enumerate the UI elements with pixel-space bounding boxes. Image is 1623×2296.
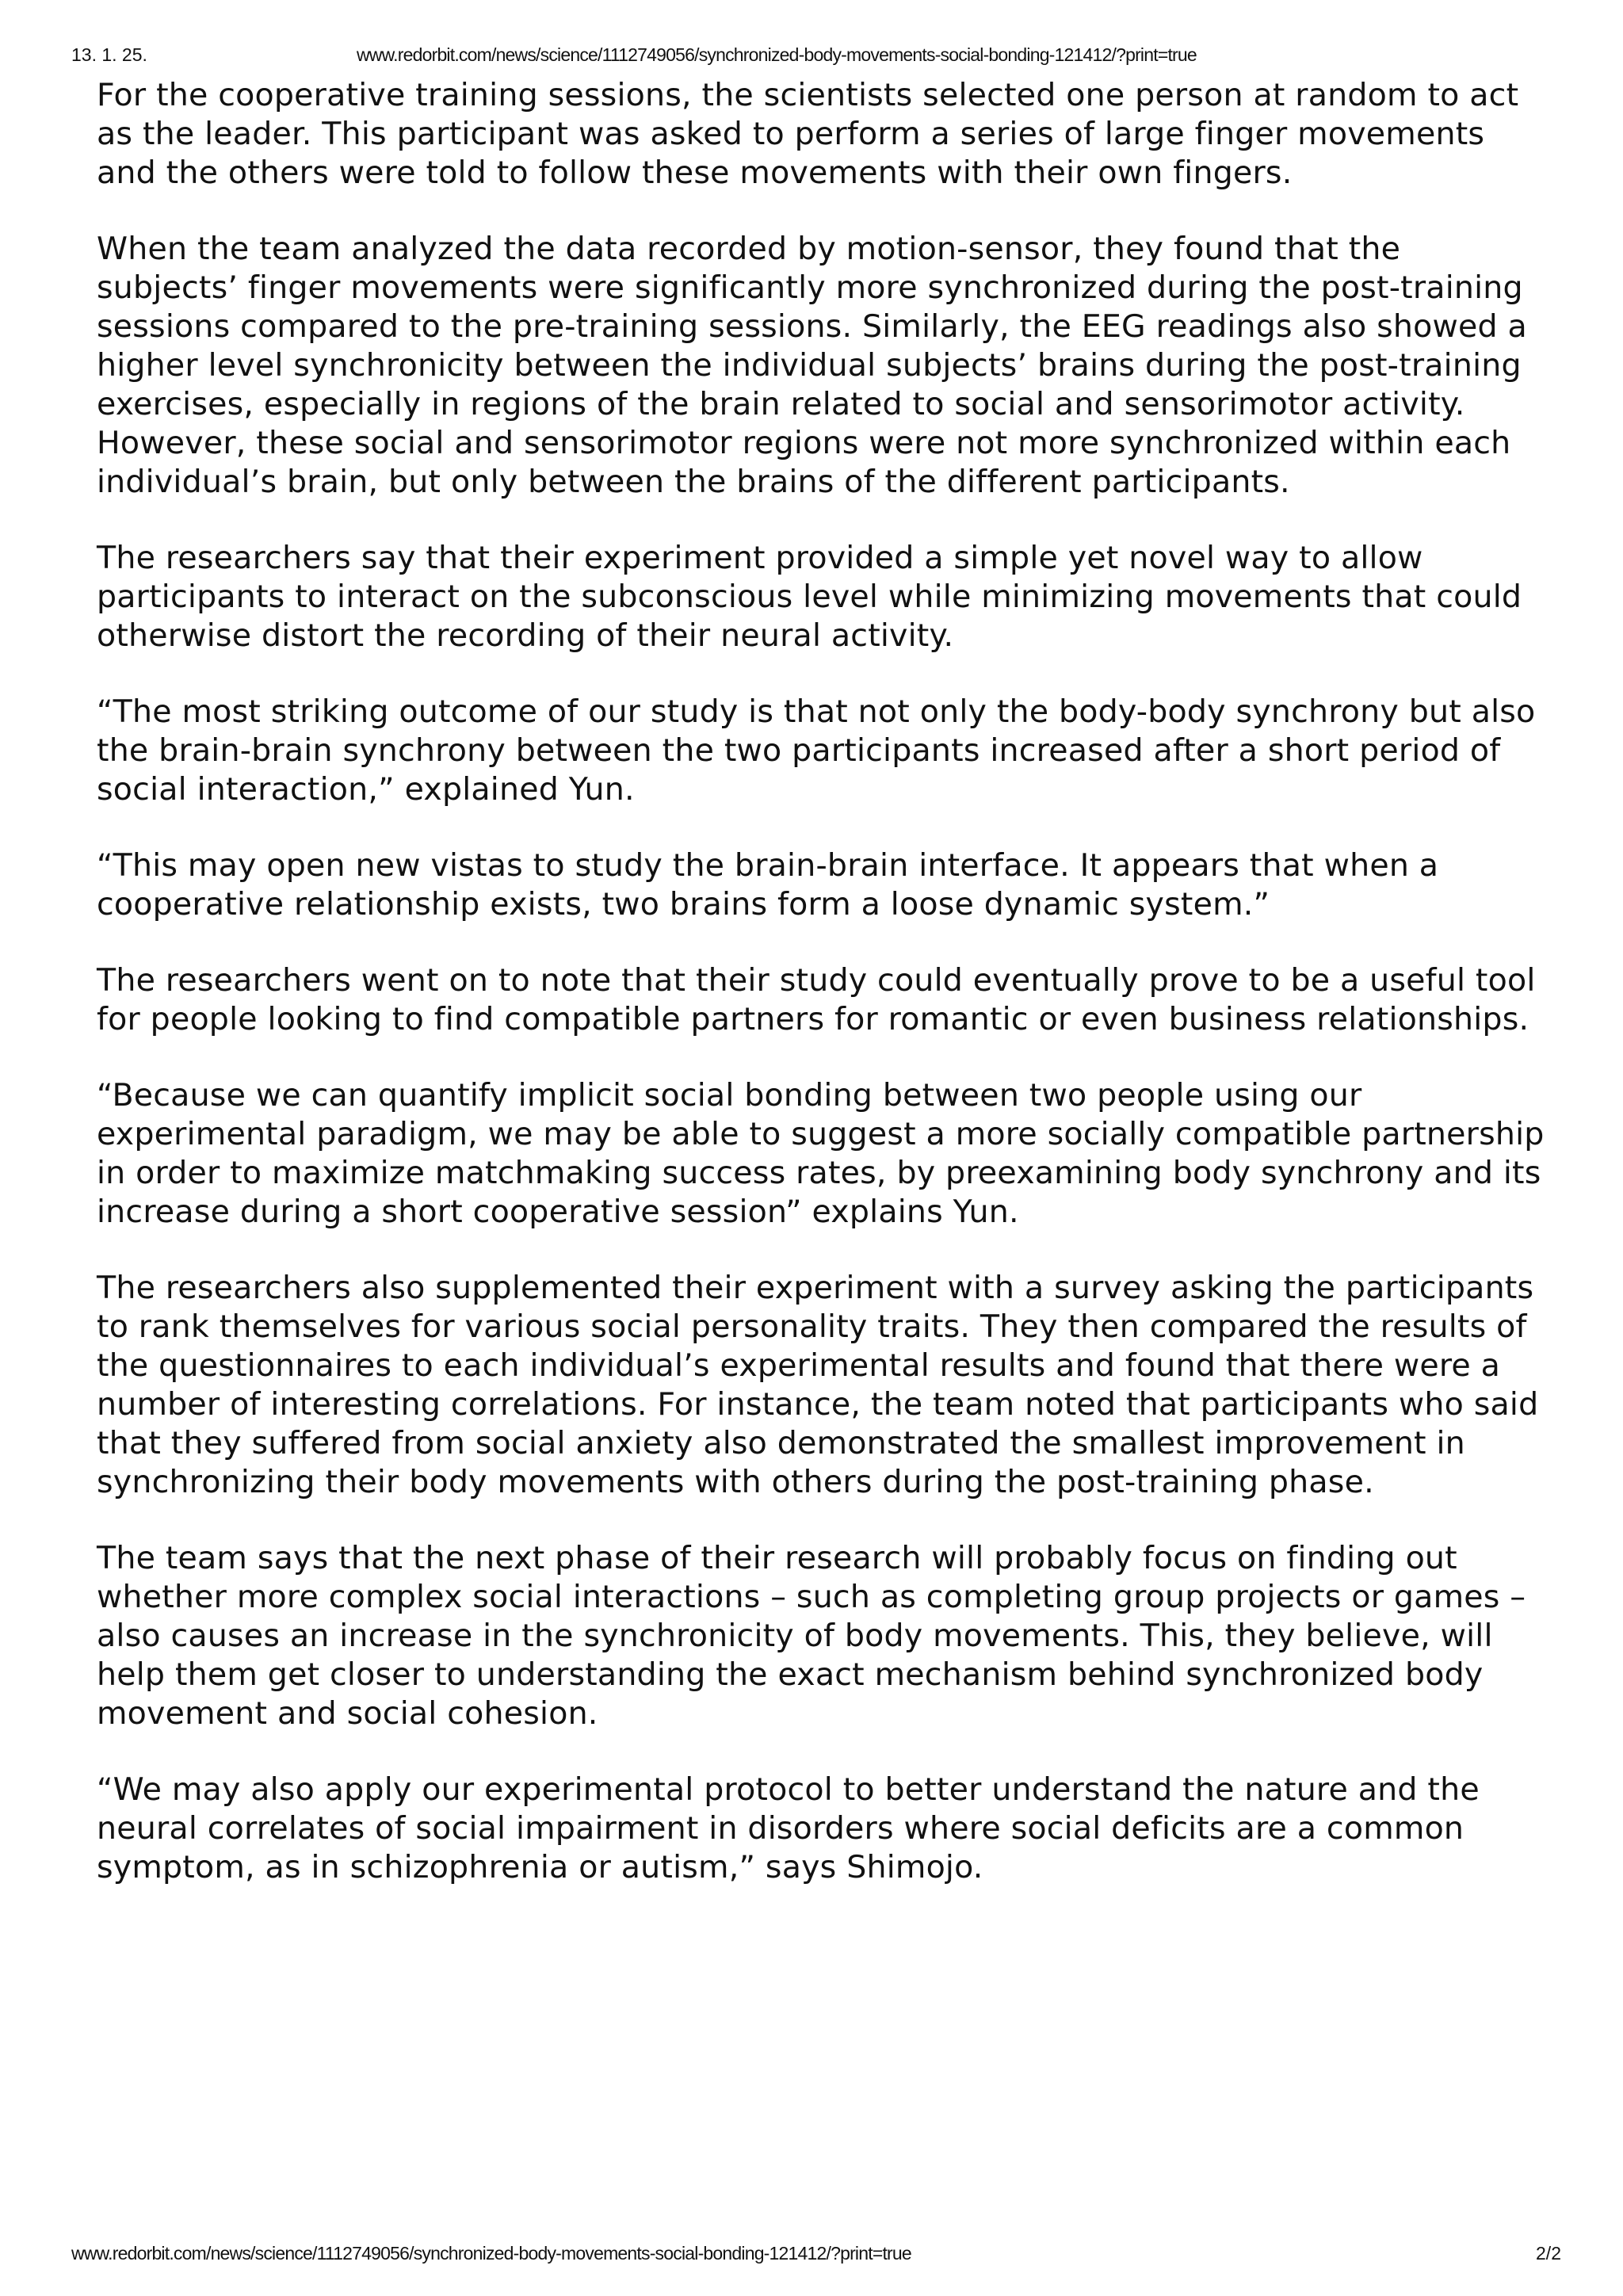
- article-paragraph: The researchers went on to note that their study could eventually prove to be a useful tool for people looking to find compatible partners for romantic or even business relationships.: [97, 962, 1536, 1037]
- article-paragraph: “Because we can quantify implicit social bonding between two people using our experimental paradigm, we may be able to suggest a more socially compatible partnership in order to maximize matchmaking success rates, by preexamining body synchrony and its increase during a short cooperative session” explains Yun.: [97, 1077, 1545, 1230]
- article-paragraph: “We may also apply our experimental protocol to better understand the nature and the neural correlates of social impairment in disorders where social deficits are a common symptom, as in schizophrenia or autism,” says Shimojo.: [97, 1771, 1480, 1885]
- print-footer: [71, 2243, 1561, 2267]
- page-number: 2/2: [1536, 2243, 1561, 2264]
- article-paragraph: The researchers also supplemented their experiment with a survey asking the participants to rank themselves for various social personality traits. They then compared the results of the questionnaires to each individual’s experimental results and found that there were a number of interesting correlations. For instance, the team noted that participants who said that they suffered from social anxiety also demonstrated the smallest improvement in synchronizing their body movements with others during the post-training phase.: [97, 1270, 1539, 1500]
- print-header-url: www.redorbit.com/news/science/1112749056/synchronized-body-movements-social-bonding-121412/?print=true: [357, 44, 1197, 65]
- print-header: [71, 44, 1577, 68]
- print-footer-url: www.redorbit.com/news/science/1112749056/synchronized-body-movements-social-bonding-121412/?print=true: [71, 2243, 911, 2264]
- article-paragraph: When the team analyzed the data recorded by motion-sensor, they found that the subjects’ finger movements were significantly more synchronized during the post-training sessions compared to the pre-training sessions. Similarly, the EEG readings also showed a higher level synchronicity between the individual subjects’ brains during the post-training exercises, especially in regions of the brain related to social and sensorimotor activity. However, these social and sensorimotor regions were not more synchronized within each individual’s brain, but only between the brains of the different participants.: [97, 231, 1527, 500]
- article-body: [97, 76, 1547, 1924]
- print-date: 13. 1. 25.: [71, 44, 147, 65]
- article-paragraph: For the cooperative training sessions, the scientists selected one person at random to act as the leader. This participant was asked to perform a series of large finger movements and the others were told to follow these movements with their own fingers.: [97, 77, 1519, 191]
- article-paragraph: The researchers say that their experiment provided a simple yet novel way to allow participants to interact on the subconscious level while minimizing movements that could otherwise distort the recording of their neural activity.: [97, 540, 1522, 654]
- article-paragraph: “This may open new vistas to study the brain-brain interface. It appears that when a cooperative relationship exists, two brains form a loose dynamic system.”: [97, 847, 1439, 923]
- article-paragraph: The team says that the next phase of their research will probably focus on finding out whether more complex social interactions – such as completing group projects or games – also causes an increase in the synchronicity of body movements. This, they believe, will help them get closer to understanding the exact mechanism behind synchronized body movement and social cohesion.: [97, 1540, 1526, 1732]
- article-paragraph: “The most striking outcome of our study is that not only the body-body synchrony but also the brain-brain synchrony between the two participants increased after a short period of social interaction,” explained Yun.: [97, 693, 1536, 808]
